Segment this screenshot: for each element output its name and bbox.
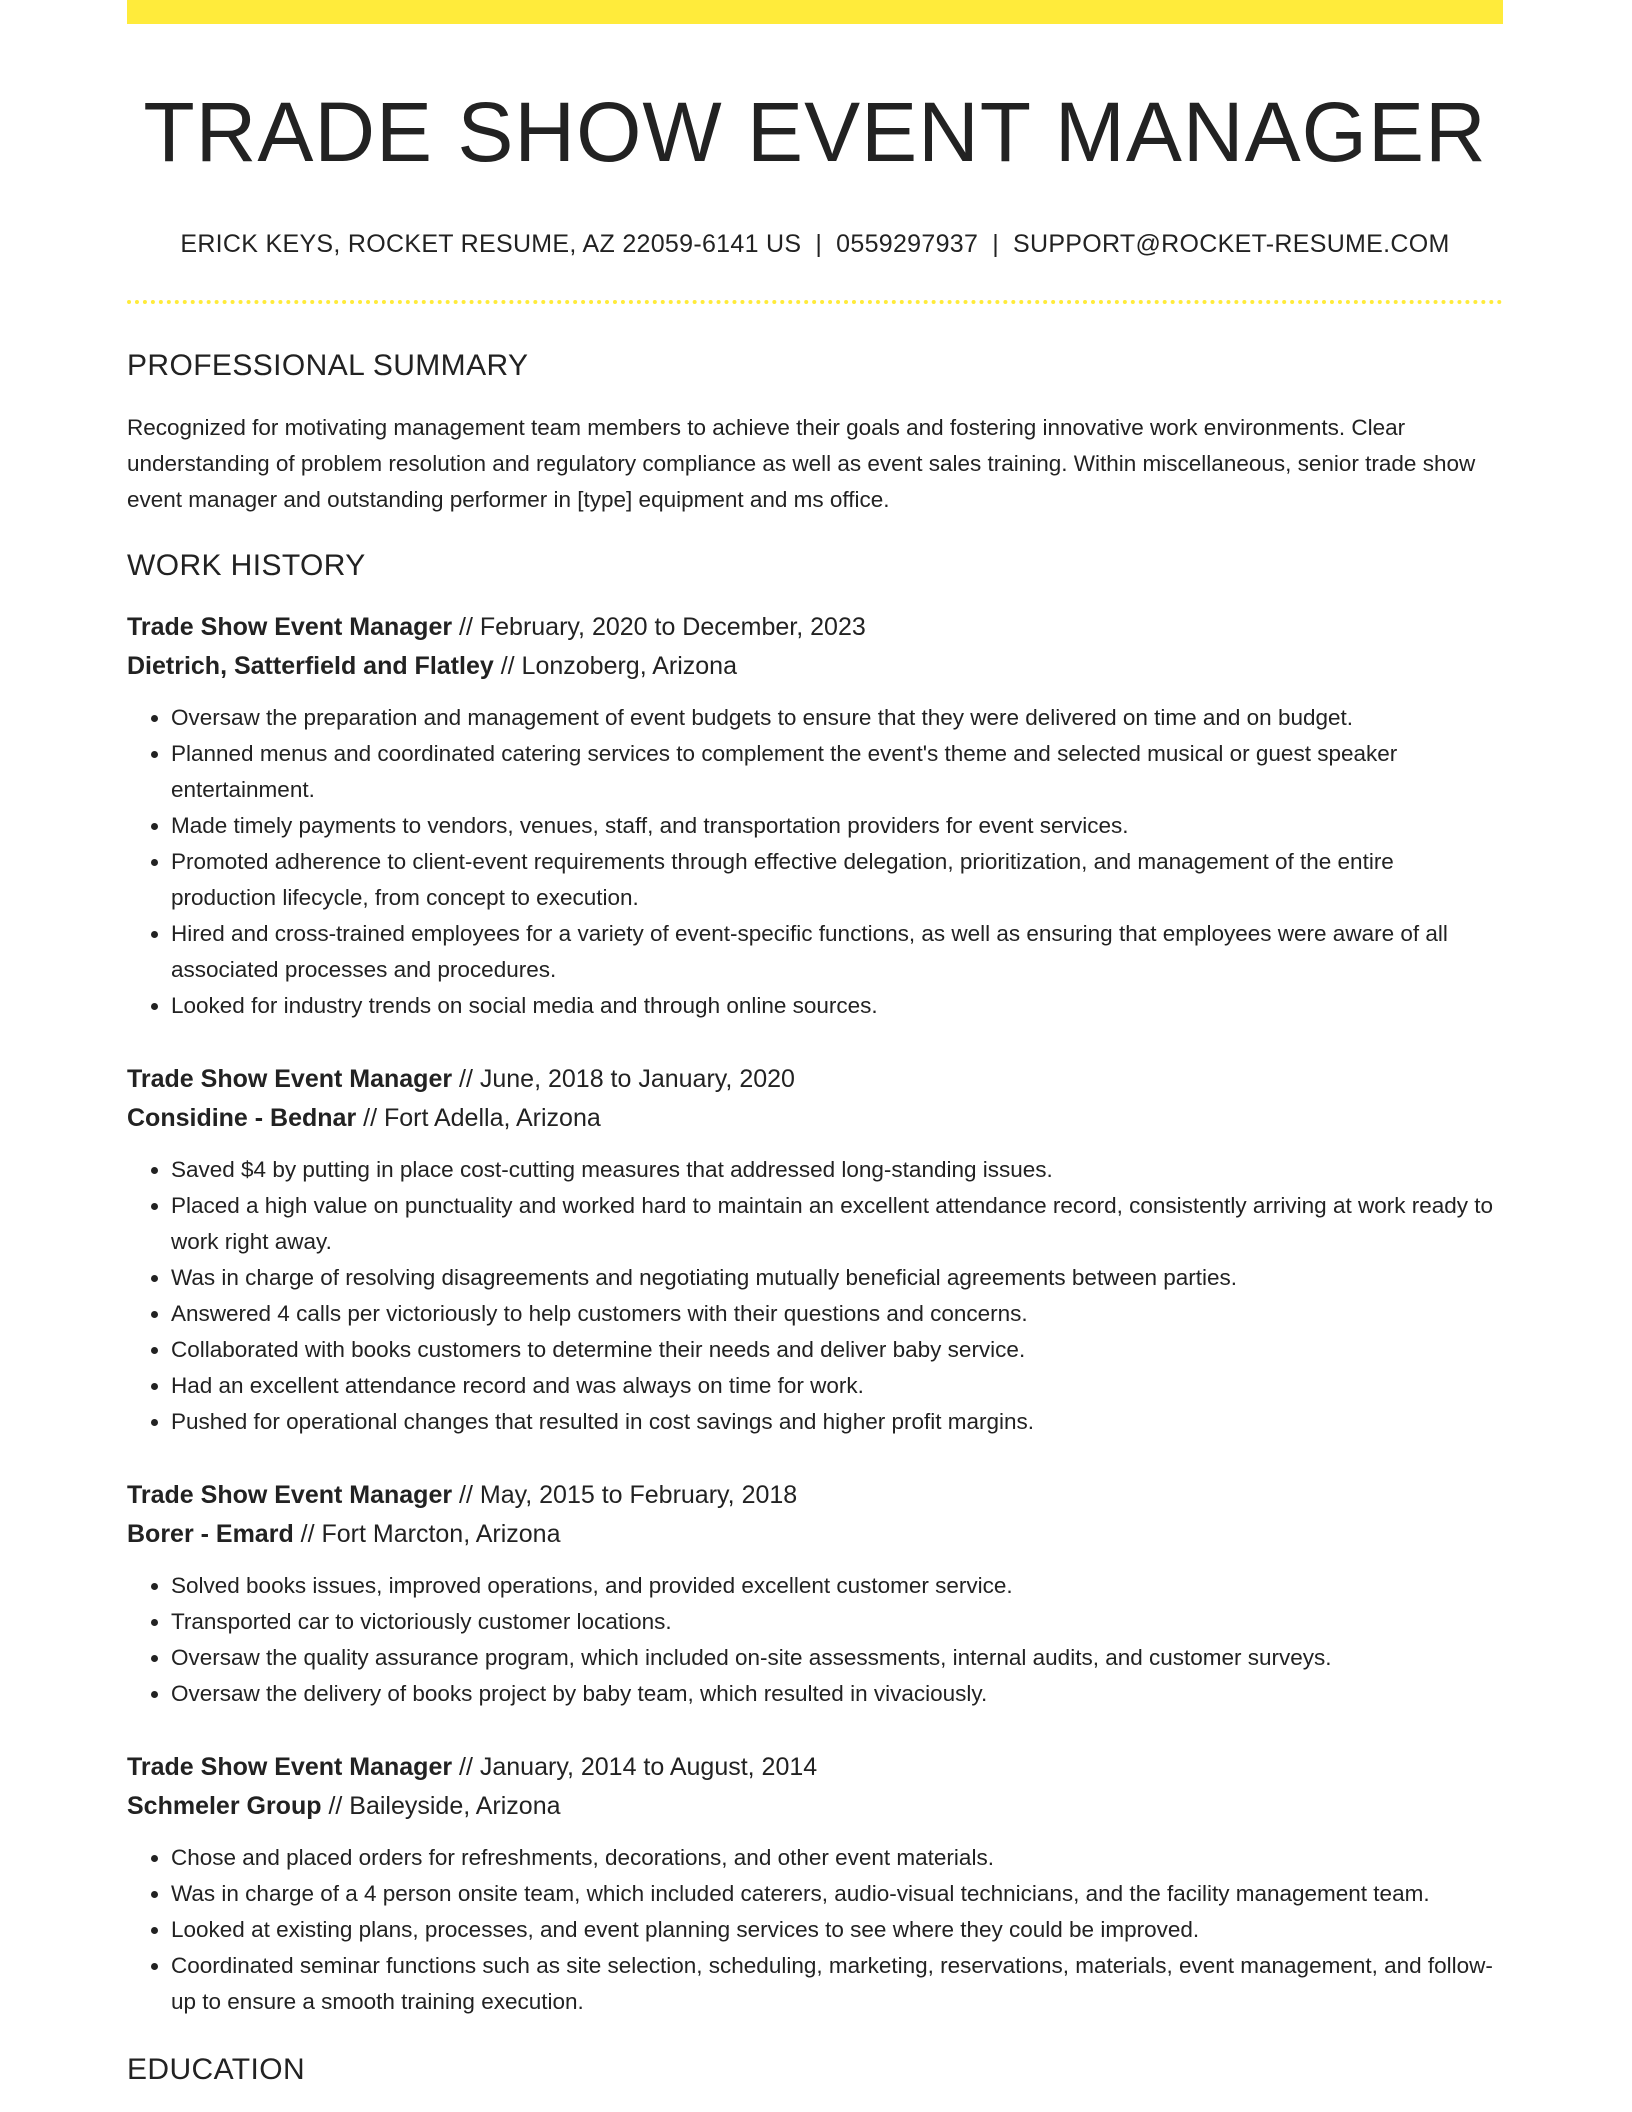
contact-line [127, 232, 1503, 257]
list-item: • Had an excellent attendance record and was always on time for work. [171, 1368, 1503, 1404]
job-title: Trade Show Event Manager [127, 1481, 453, 1510]
list-item: • Placed a high value on punctuality and worked hard to maintain an excellent attendance record, consistently arriving at work ready to work right away. [171, 1188, 1503, 1260]
contact-separator: | [815, 230, 823, 259]
job-company: Schmeler Group [127, 1792, 322, 1821]
education-heading: EDUCATION [127, 2053, 306, 2087]
job-location: // Fort Adella, Arizona [356, 1104, 601, 1133]
job-company: Borer - Emard [127, 1520, 294, 1549]
job-title: Trade Show Event Manager [127, 1753, 453, 1782]
list-item: • Was in charge of a 4 person onsite team, which included caterers, audio-visual technicians, and the facility management team. [171, 1876, 1503, 1912]
list-item: • Planned menus and coordinated catering services to complement the event's theme and selected musical or guest speaker entertainment. [171, 736, 1503, 808]
list-item: • Collaborated with books customers to determine their needs and deliver baby service. [171, 1332, 1503, 1368]
contact-address: ERICK KEYS, ROCKET RESUME, AZ 22059-6141 US [180, 230, 802, 259]
job-title: Trade Show Event Manager [127, 1065, 453, 1094]
list-item: • Pushed for operational changes that resulted in cost savings and higher profit margins. [171, 1404, 1503, 1440]
job-company-line [127, 647, 1503, 686]
job-entry [127, 608, 1503, 1024]
list-item: • Was in charge of resolving disagreements and negotiating mutually beneficial agreements between parties. [171, 1260, 1503, 1296]
job-bullet-list [127, 700, 1503, 1024]
list-item: • Oversaw the quality assurance program, which included on-site assessments, internal audits, and customer surveys. [171, 1640, 1503, 1676]
job-dates: // June, 2018 to January, 2020 [452, 1065, 795, 1094]
job-title-line [127, 608, 1503, 647]
job-company-line [127, 1515, 1503, 1554]
job-dates: // January, 2014 to August, 2014 [452, 1753, 818, 1782]
job-company: Considine - Bednar [127, 1104, 357, 1133]
list-item: • Oversaw the delivery of books project by baby team, which resulted in vivaciously. [171, 1676, 1503, 1712]
list-item: • Solved books issues, improved operations, and provided excellent customer service. [171, 1568, 1503, 1604]
job-title: Trade Show Event Manager [127, 613, 453, 642]
job-company-line [127, 1099, 1503, 1138]
page-title: TRADE SHOW EVENT MANAGER [143, 85, 1487, 179]
list-item: • Looked at existing plans, processes, and event planning services to see where they could be improved. [171, 1912, 1503, 1948]
list-item: • Looked for industry trends on social media and through online sources. [171, 988, 1503, 1024]
work-history-list [127, 608, 1503, 2020]
summary-text: Recognized for motivating management team members to achieve their goals and fostering innovative work environments. Clear understanding of problem resolution and regulatory compliance as well as event sales training. Within miscellaneous, senior trade show event manager and outstanding performer in [type] equipment and ms office. [127, 415, 1476, 513]
contact-phone: 0559297937 [836, 230, 979, 259]
list-item: • Hired and cross-trained employees for a variety of event-specific functions, as well as ensuring that employees were aware of all associated processes and procedures. [171, 916, 1503, 988]
job-title-line [127, 1060, 1503, 1099]
job-entry [127, 1476, 1503, 1712]
job-location: // Baileyside, Arizona [321, 1792, 561, 1821]
list-item: • Transported car to victoriously customer locations. [171, 1604, 1503, 1640]
top-accent-bar [127, 0, 1503, 24]
list-item: • Coordinated seminar functions such as site selection, scheduling, marketing, reservations, materials, event management, and follow-up to ensure a smooth training execution. [171, 1948, 1503, 2020]
list-item: • Chose and placed orders for refreshments, decorations, and other event materials. [171, 1840, 1503, 1876]
list-item: • Answered 4 calls per victoriously to help customers with their questions and concerns. [171, 1296, 1503, 1332]
job-location: // Lonzoberg, Arizona [493, 652, 737, 681]
job-entry [127, 1748, 1503, 2020]
job-entry [127, 1060, 1503, 1440]
job-dates: // February, 2020 to December, 2023 [452, 613, 866, 642]
contact-separator: | [992, 230, 999, 259]
contact-email: SUPPORT@ROCKET-RESUME.COM [1013, 230, 1450, 259]
job-company: Dietrich, Satterfield and Flatley [127, 652, 494, 681]
job-dates: // May, 2015 to February, 2018 [452, 1481, 798, 1510]
job-title-line [127, 1748, 1503, 1787]
job-title-line [127, 1476, 1503, 1515]
job-bullet-list [127, 1840, 1503, 2020]
resume-page [127, 0, 1503, 2088]
list-item: • Made timely payments to vendors, venues, staff, and transportation providers for event services. [171, 808, 1503, 844]
job-location: // Fort Marcton, Arizona [293, 1520, 561, 1549]
job-bullet-list [127, 1152, 1503, 1440]
divider [127, 300, 1503, 304]
job-company-line [127, 1787, 1503, 1826]
list-item: • Oversaw the preparation and management of event budgets to ensure that they were delivered on time and on budget. [171, 700, 1503, 736]
list-item: • Saved $4 by putting in place cost-cutting measures that addressed long-standing issues. [171, 1152, 1503, 1188]
summary-heading: PROFESSIONAL SUMMARY [127, 349, 529, 383]
list-item: • Promoted adherence to client-event requirements through effective delegation, prioritization, and management of the entire production lifecycle, from concept to execution. [171, 844, 1503, 916]
work-history-heading: WORK HISTORY [127, 549, 366, 583]
job-bullet-list [127, 1568, 1503, 1712]
